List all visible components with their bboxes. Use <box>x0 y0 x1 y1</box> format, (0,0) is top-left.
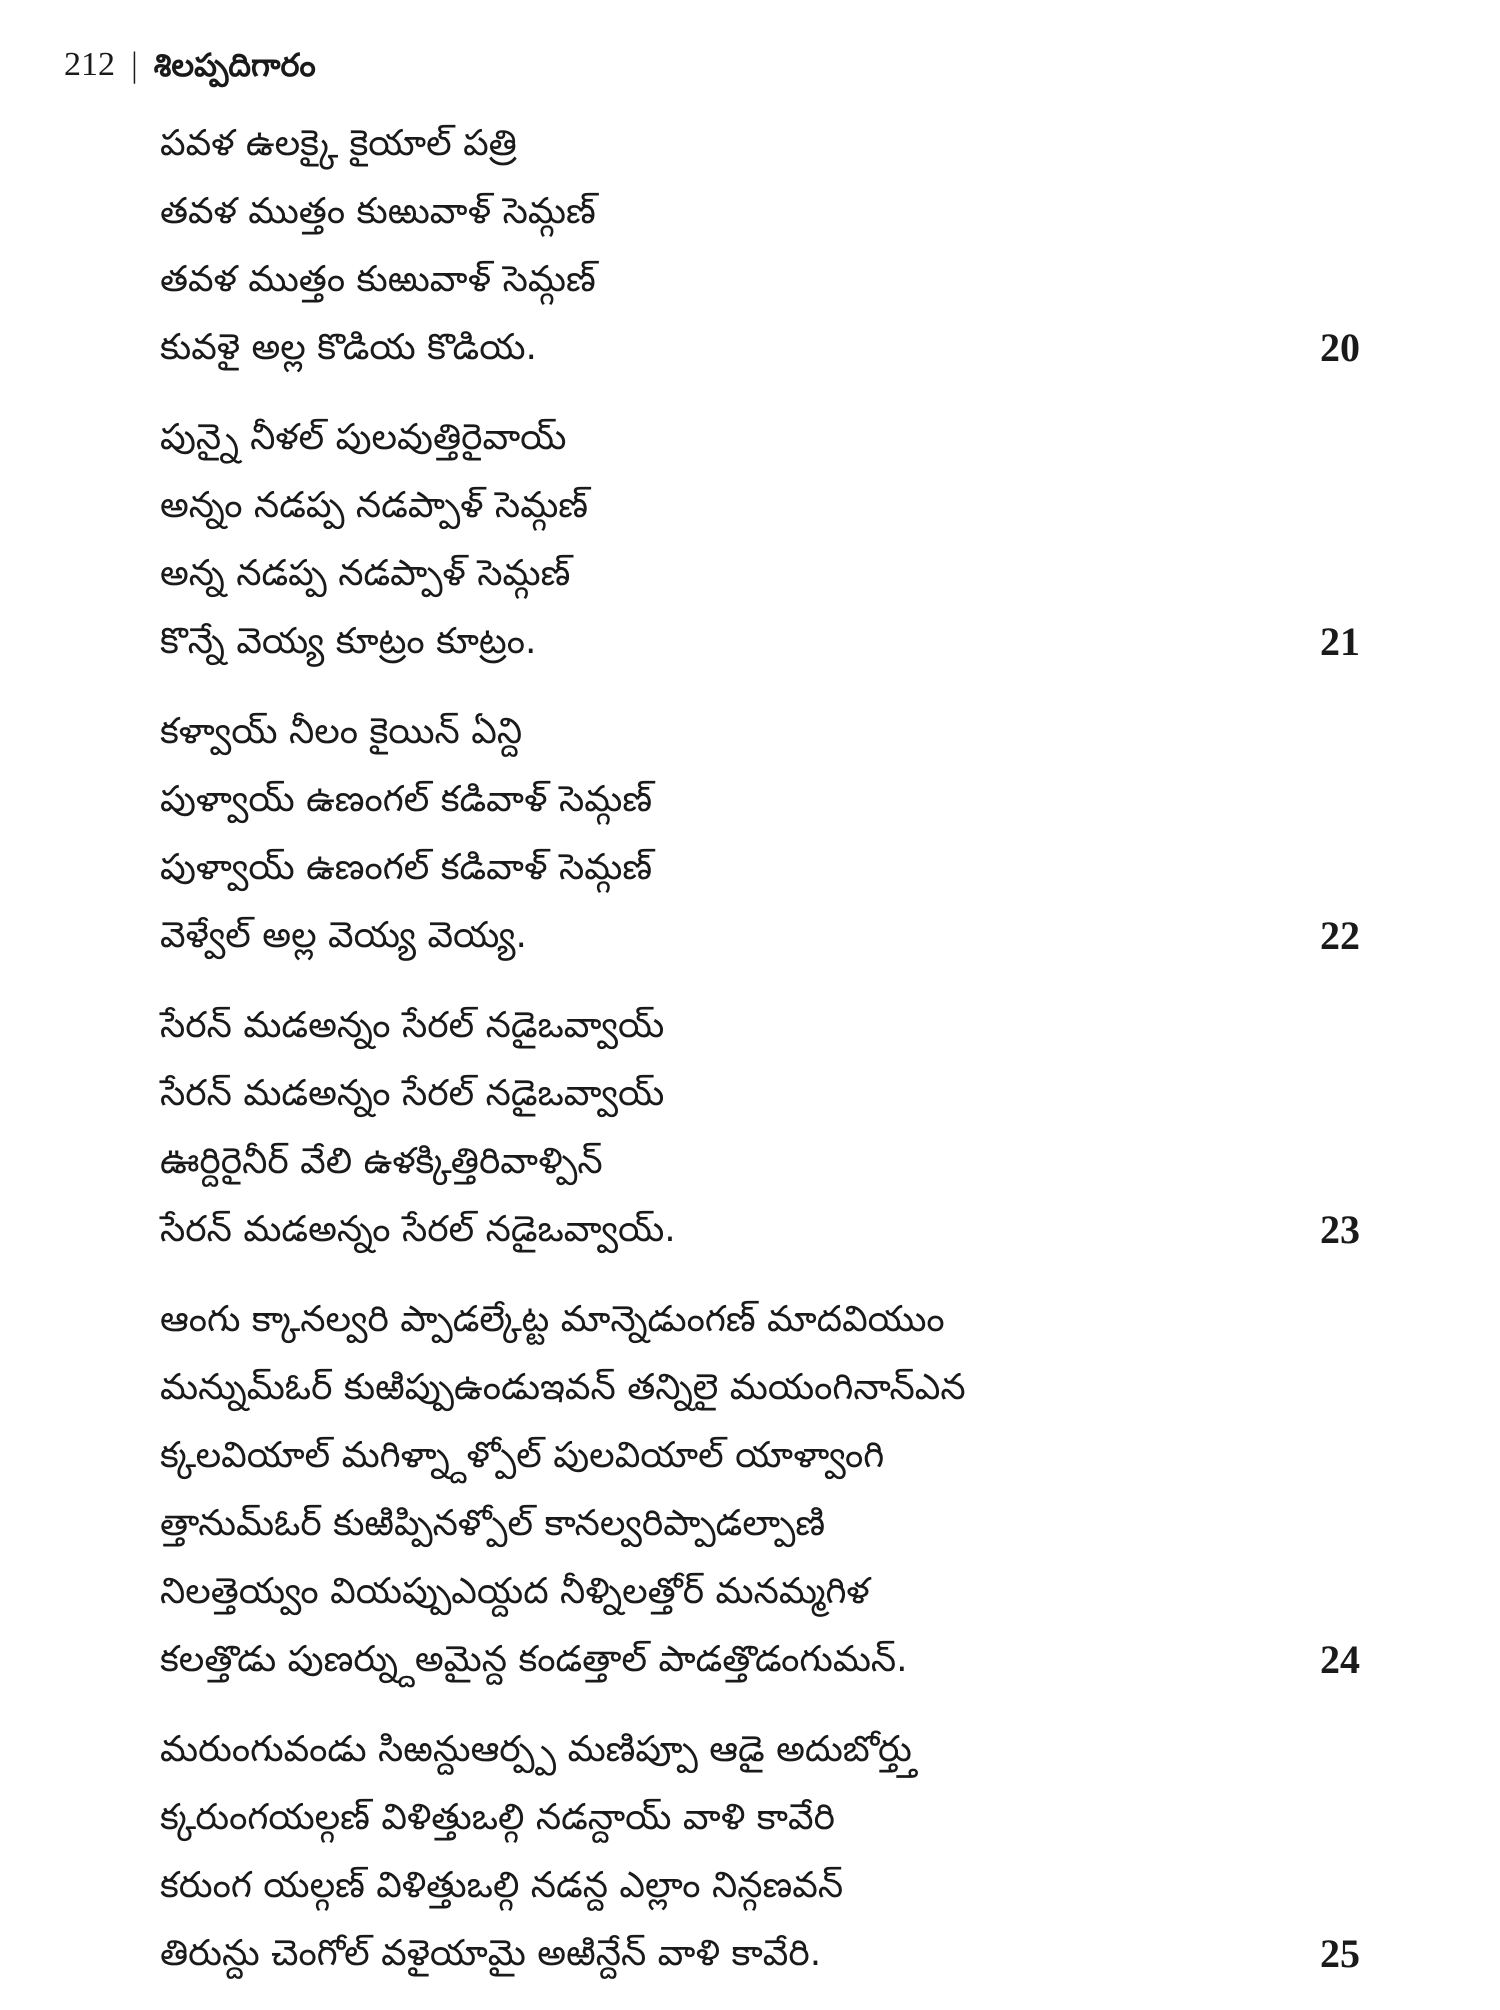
verse-line: త్తానుమ్ఓర్ కుఱిప్పినళ్పోల్ కానల్వరిప్పాడల్పాణి <box>160 1503 826 1544</box>
stanza <box>160 404 1370 676</box>
verse-line: సేరన్ మడఅన్నం సేరల్ నడైఒవ్వాయ్ <box>160 1073 665 1114</box>
verse-line: తిరున్దు చెంగోల్ వళైయామై అఱిన్దేన్ వాళి కావేరి. <box>160 1933 822 1974</box>
verse-number: 20 <box>1320 325 1360 370</box>
verse-line: మరుంగువండు సిఱన్దుఆర్ప్ప మణిప్పూ ఆడై అదుబోర్త్తు <box>160 1729 918 1770</box>
verse-line: కళ్వాయ్ నీలం కైయిన్ ఏన్ది <box>160 711 523 752</box>
stanza <box>160 110 1370 382</box>
verse-line: అన్న నడప్ప నడప్పాళ్ సెమ్గణ్ <box>160 553 571 594</box>
stanza <box>160 1716 1370 1988</box>
page-number: 212 <box>64 46 115 83</box>
verse-number: 25 <box>1320 1931 1360 1976</box>
verse-line: పవళ ఉలక్కై కైయాల్ పత్రి <box>160 123 517 164</box>
verse-line: సేరన్ మడఅన్నం సేరల్ నడైఒవ్వాయ్. <box>160 1209 676 1250</box>
verse-line: మన్నుమ్ఓర్ కుఱిప్పుఉండుఇవన్ తన్నిలై మయంగినాన్ఎన <box>160 1367 966 1408</box>
verse-body <box>160 110 1370 2010</box>
verse-line: పుళ్వాయ్ ఉణంగల్ కడివాళ్ సెమ్గణ్ <box>160 779 653 820</box>
verse-line: కువళై అల్ల కొడియ కొడియ. <box>160 327 537 368</box>
page-header <box>64 48 316 82</box>
verse-line: కరుంగ యల్గణ్ విళిత్తుఒల్గి నడన్ద ఎల్లాం నిన్గణవన్ <box>160 1865 844 1906</box>
verse-line: నిలత్తెయ్వం వియప్పుఎయ్దద నీళ్నిలత్తోర్ మనమ్మగిళ <box>160 1571 870 1612</box>
verse-line: అన్నం నడప్ప నడప్పాళ్ సెమ్గణ్ <box>160 485 589 526</box>
verse-line: ఆంగు క్కానల్వరి ప్పాడల్కేట్ట మాన్నెడుంగణ్ మాదవియుం <box>160 1299 945 1340</box>
book-title: శిలప్పదిగారం <box>153 46 316 84</box>
verse-line: ఊర్దిరైనీర్ వేలి ఉళక్కిత్తిరివాళ్పిన్ <box>160 1141 603 1182</box>
header-separator: | <box>129 46 140 84</box>
verse-line: సేరన్ మడఅన్నం సేరల్ నడైఒవ్వాయ్ <box>160 1005 665 1046</box>
verse-number: 22 <box>1320 913 1360 958</box>
verse-number: 23 <box>1320 1207 1360 1252</box>
verse-number: 21 <box>1320 619 1360 664</box>
stanza <box>160 698 1370 970</box>
verse-line: క్కలవియాల్ మగిళ్న్దాళ్పోల్ పులవియాల్ యాళ్వాంగి <box>160 1435 885 1476</box>
verse-line: పున్నై నీళల్ పులవుత్తిరైవాయ్ <box>160 417 567 458</box>
verse-line: తవళ ముత్తం కుఱువాళ్ సెమ్గణ్ <box>160 191 596 232</box>
verse-line: పుళ్వాయ్ ఉణంగల్ కడివాళ్ సెమ్గణ్ <box>160 847 653 888</box>
verse-line: క్కరుంగయల్గణ్ విళిత్తుఒల్గి నడన్దాయ్ వాళి కావేరి <box>160 1797 835 1838</box>
stanza <box>160 1286 1370 1694</box>
stanza <box>160 992 1370 1264</box>
verse-line: వెళ్వేల్ అల్ల వెయ్య వెయ్య. <box>160 915 527 956</box>
verse-line: కొన్నే వెయ్య కూట్రం కూట్రం. <box>160 621 537 662</box>
verse-line: తవళ ముత్తం కుఱువాళ్ సెమ్గణ్ <box>160 259 596 300</box>
verse-number: 24 <box>1320 1637 1360 1682</box>
verse-line: కలత్తొడు పుణర్న్దుఅమైన్ద కండత్తాల్ పాడత్తొడంగుమన్. <box>160 1639 908 1680</box>
